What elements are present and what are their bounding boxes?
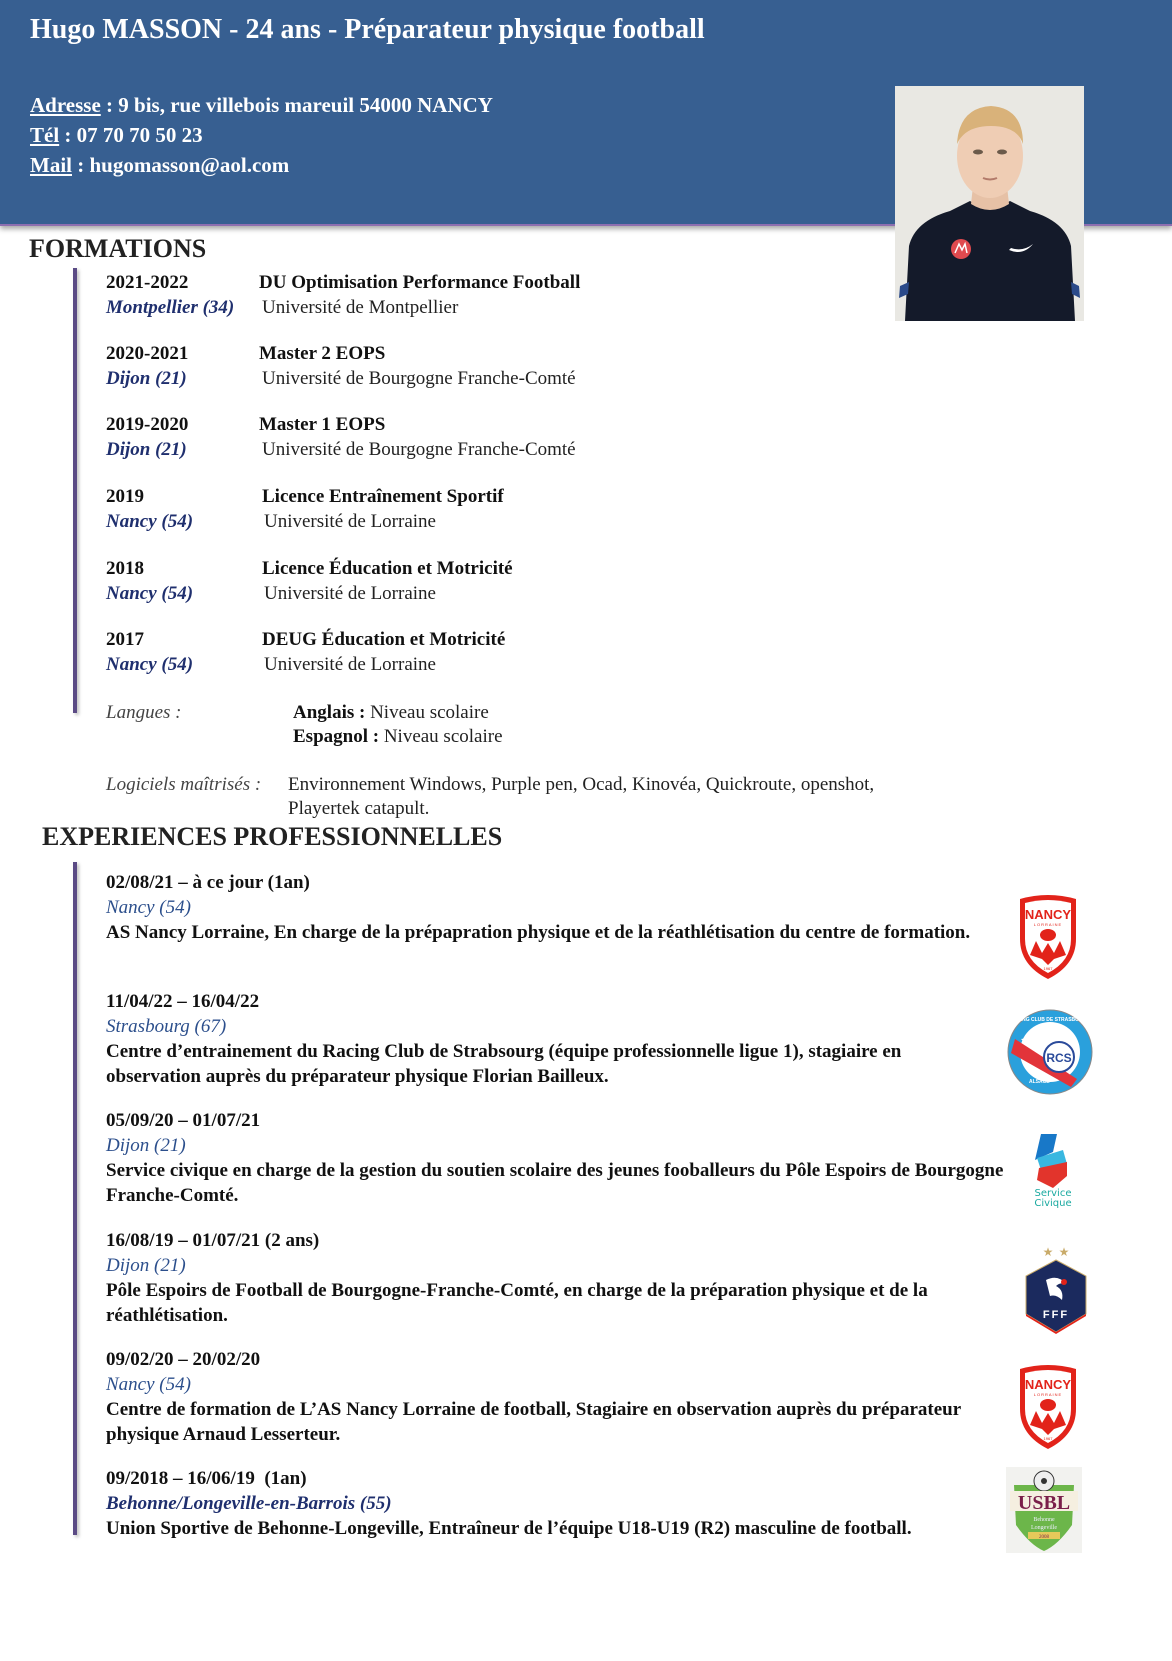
svg-text:ALSACE: ALSACE — [1029, 1079, 1050, 1085]
language-item — [293, 702, 489, 724]
experience-item — [106, 1228, 1046, 1328]
language-level: Niveau scolaire — [365, 702, 489, 723]
svg-text:NANCY: NANCY — [1024, 907, 1072, 922]
svg-text:RACING CLUB DE STRASBOURG: RACING CLUB DE STRASBOURG — [1009, 1017, 1091, 1023]
address-label: Adresse — [30, 93, 101, 117]
languages-label-text: Langues : — [106, 702, 182, 723]
language-level: Niveau scolaire — [379, 726, 503, 747]
experience-description: Service civique en charge de la gestion du soutien scolaire des jeunes fooballeurs du Pôle Espoirs de Bourgogne Franche-Comté. — [106, 1160, 1004, 1206]
experience-date: 09/2018 – 16/06/19 (1an) — [106, 1468, 307, 1489]
formation-degree: DU Optimisation Performance Football — [259, 272, 581, 293]
profile-photo — [895, 86, 1084, 321]
svg-text:RCS: RCS — [1046, 1051, 1072, 1065]
svg-text:Behonne: Behonne — [1033, 1517, 1055, 1523]
formation-degree: Master 2 EOPS — [259, 343, 386, 364]
experience-date: 02/08/21 – à ce jour (1an) — [106, 872, 310, 893]
software-label — [106, 774, 261, 796]
formation-city: Nancy (54) — [106, 654, 194, 675]
phone-value: : 07 70 70 50 23 — [59, 123, 203, 147]
formation-year: 2019-2020 — [106, 414, 189, 435]
experience-description: Centre d’entrainement du Racing Club de Strabsourg (équipe professionnelle ligue 1), stagiaire en observation auprès du préparateur physique Florian Bailleux. — [106, 1041, 902, 1087]
formation-school: Université de Lorraine — [264, 511, 436, 532]
formation-degree: Master 1 EOPS — [259, 414, 386, 435]
experience-date: 05/09/20 – 01/07/21 — [106, 1110, 261, 1131]
experience-city: Dijon (21) — [106, 1255, 186, 1276]
experience-date: 09/02/20 – 20/02/20 — [106, 1349, 261, 1370]
experiences-accent-bar — [73, 862, 77, 1535]
formation-year: 2020-2021 — [106, 343, 189, 364]
svg-text:Civique: Civique — [1034, 1198, 1072, 1208]
formation-city: Dijon (21) — [106, 439, 187, 460]
service-civique-logo — [1027, 1130, 1079, 1208]
experience-description: Union Sportive de Behonne-Longeville, Entraîneur de l’équipe U18-U19 (R2) masculine de football. — [106, 1518, 912, 1539]
formations-accent-bar — [73, 268, 77, 713]
formation-year: 2017 — [106, 629, 144, 650]
experience-description: AS Nancy Lorraine, En charge de la prépapration physique et de la réathlétisation du centre de formation. — [106, 922, 971, 943]
formation-year: 2021-2022 — [106, 272, 189, 293]
language-item — [293, 726, 503, 748]
formation-year: 2018 — [106, 558, 144, 579]
svg-text:Longeville: Longeville — [1031, 1525, 1057, 1531]
usbl-logo — [1006, 1467, 1082, 1553]
experience-description: Centre de formation de L’AS Nancy Lorraine de football, Stagiaire en observation auprès du préparateur physique Arnaud Lesserteur. — [106, 1399, 961, 1445]
experience-city: Dijon (21) — [106, 1135, 186, 1156]
experience-description: Pôle Espoirs de Football de Bourgogne-Franche-Comté, en charge de la préparation physique et de la réathlétisation. — [106, 1280, 928, 1326]
experience-item — [106, 1347, 1046, 1447]
svg-text:2008: 2008 — [1039, 1535, 1049, 1540]
formation-city: Dijon (21) — [106, 368, 187, 389]
svg-text:1967: 1967 — [1043, 966, 1053, 971]
experience-date: 11/04/22 – 16/04/22 — [106, 991, 260, 1012]
svg-text:★: ★ — [1042, 1245, 1054, 1259]
formation-school: Université de Bourgogne Franche-Comté — [262, 368, 576, 389]
as-nancy-lorraine-logo — [1016, 1363, 1080, 1451]
svg-text:Service: Service — [1034, 1188, 1072, 1199]
formation-city: Nancy (54) — [106, 583, 194, 604]
experience-city: Nancy (54) — [106, 1374, 191, 1395]
email-value: : hugomasson@aol.com — [72, 153, 290, 177]
formation-school: Université de Lorraine — [264, 583, 436, 604]
svg-text:★: ★ — [1058, 1245, 1070, 1259]
email-label: Mail — [30, 153, 72, 177]
experience-city: Behonne/Longeville-en-Barrois (55) — [106, 1493, 392, 1514]
svg-text:LORRAINE: LORRAINE — [1033, 922, 1063, 927]
contact-phone — [30, 123, 203, 148]
experience-item — [106, 1108, 1046, 1208]
languages-label — [106, 702, 181, 724]
experiences-title: EXPERIENCES PROFESSIONNELLES — [42, 822, 503, 851]
svg-text:USBL: USBL — [1017, 1492, 1071, 1514]
formation-school: Université de Bourgogne Franche-Comté — [262, 439, 576, 460]
experience-city: Strasbourg (67) — [106, 1016, 227, 1037]
software-list-line2: Playertek catapult. — [288, 798, 430, 819]
phone-label: Tél — [30, 123, 60, 147]
formation-year: 2019 — [106, 486, 144, 507]
contact-address — [30, 93, 493, 118]
page-title: Hugo MASSON - 24 ans - Préparateur physique football — [30, 14, 705, 45]
experience-city: Nancy (54) — [106, 897, 191, 918]
formation-degree: Licence Entraînement Sportif — [262, 486, 504, 507]
formation-school: Université de Lorraine — [264, 654, 436, 675]
experience-item — [106, 870, 1046, 945]
as-nancy-lorraine-logo — [1016, 893, 1080, 981]
svg-text:LORRAINE: LORRAINE — [1033, 1392, 1063, 1397]
contact-email — [30, 153, 289, 178]
formations-title: FORMATIONS — [29, 234, 207, 263]
formation-city: Nancy (54) — [106, 511, 194, 532]
experience-item — [106, 1466, 1046, 1541]
experience-item — [106, 989, 1046, 1089]
software-label-text: Logiciels maîtrisés : — [106, 774, 262, 795]
fff-logo — [1022, 1244, 1090, 1334]
rc-strasbourg-logo — [1007, 1009, 1093, 1095]
address-value: : 9 bis, rue villebois mareuil 54000 NANCY — [100, 93, 493, 117]
formation-school: Université de Montpellier — [262, 297, 459, 318]
svg-text:NANCY: NANCY — [1024, 1377, 1072, 1392]
formation-degree: Licence Éducation et Motricité — [262, 558, 513, 579]
formation-degree: DEUG Éducation et Motricité — [262, 629, 506, 650]
language-name: Espagnol : — [293, 726, 380, 747]
formation-city: Montpellier (34) — [106, 297, 235, 318]
experience-date: 16/08/19 – 01/07/21 (2 ans) — [106, 1230, 320, 1251]
svg-text:FFF: FFF — [1042, 1309, 1070, 1321]
svg-text:1967: 1967 — [1043, 1436, 1053, 1441]
software-list-line1: Environnement Windows, Purple pen, Ocad, Kinovéa, Quickroute, openshot, — [288, 774, 875, 795]
language-name: Anglais : — [293, 702, 366, 723]
